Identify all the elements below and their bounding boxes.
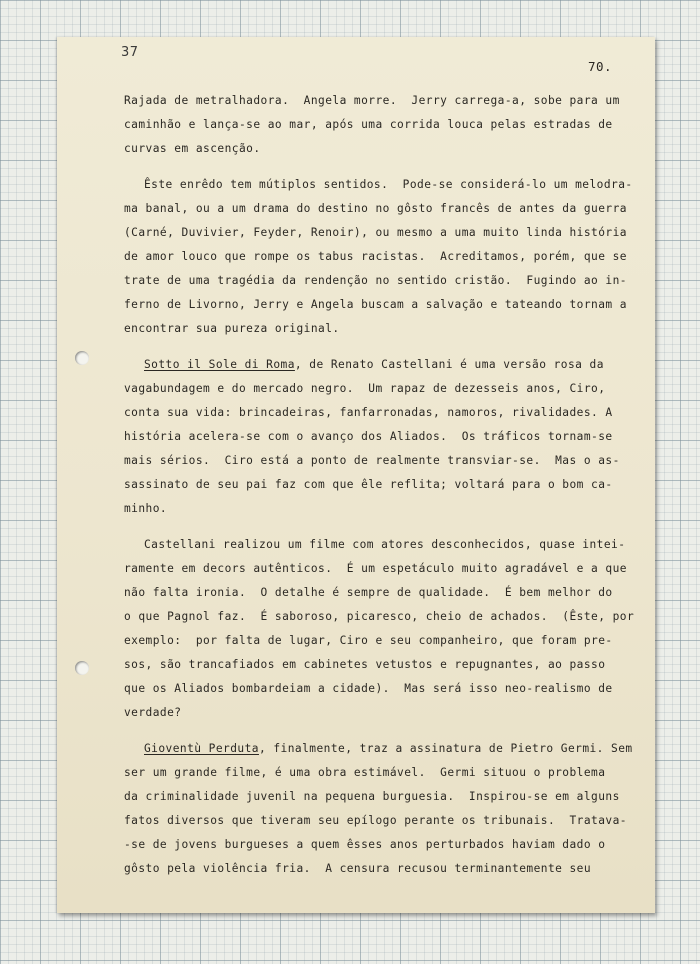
text-line: curvas em ascenção.: [124, 142, 261, 155]
text-fragment: , finalmente, traz a assinatura de Pietro Germi. Sem: [258, 742, 633, 755]
text-line: sos, são trancafiados em cabinetes vetustos e repugnantes, ao passo: [124, 658, 606, 671]
text-line: mais sérios. Ciro está a ponto de realmente transviar-se. Mas o as-: [124, 454, 620, 467]
text-line: -se de jovens burgueses a quem êsses anos perturbados haviam dado o: [124, 838, 606, 851]
text-line: da criminalidade juvenil na pequena burguesia. Inspirou-se em alguns: [124, 790, 620, 803]
punch-hole: [75, 661, 89, 675]
text-line: gôsto pela violência fria. A censura recusou terminantemente seu: [124, 862, 592, 875]
text-line: ser um grande filme, é uma obra estimável. Germi situou o problema: [124, 766, 606, 779]
text-line: o que Pagnol faz. É saboroso, picaresco, cheio de achados. (Êste, por: [124, 610, 635, 623]
text-line: verdade?: [124, 706, 182, 719]
text-line: que os Aliados bombardeiam a cidade). Mas será isso neo-realismo de: [124, 682, 613, 695]
text-line: minho.: [124, 502, 168, 515]
text-line: Castellani realizou um filme com atores desconhecidos, quase intei-: [144, 538, 626, 551]
text-line: (Carné, Duvivier, Feyder, Renoir), ou mesmo a uma muito linda história: [124, 226, 627, 239]
page-number: 70.: [588, 59, 613, 74]
text-line: ferno de Livorno, Jerry e Angela buscam a salvação e tateando tornam a: [124, 298, 627, 311]
typewritten-page: [57, 37, 655, 913]
text-line: ma banal, ou a um drama do destino no gôsto francês de antes da guerra: [124, 202, 627, 215]
text-line: Êste enrêdo tem mútiplos sentidos. Pode-se considerá-lo um melodra-: [144, 178, 633, 191]
text-line: encontrar sua pureza original.: [124, 322, 340, 335]
text-line: não falta ironia. O detalhe é sempre de qualidade. É bem melhor do: [124, 586, 613, 599]
text-line: [144, 357, 604, 373]
punch-hole: [75, 351, 89, 365]
text-line: de amor louco que rompe os tabus racistas. Acreditamos, porém, que se: [124, 250, 627, 263]
text-fragment: , de Renato Castellani é uma versão rosa da: [294, 358, 604, 371]
handwritten-folio-number: 37: [121, 45, 139, 60]
film-title: Sotto il Sole di Roma: [144, 358, 295, 371]
text-line: fatos diversos que tiveram seu epílogo perante os tribunais. Tratava-: [124, 814, 627, 827]
text-line: história acelera-se com o avanço dos Aliados. Os tráficos tornam-se: [124, 430, 613, 443]
text-line: vagabundagem e do mercado negro. Um rapaz de dezesseis anos, Ciro,: [124, 382, 606, 395]
film-title: Gioventù Perduta: [144, 742, 259, 755]
text-line: sassinato de seu pai faz com que êle reflita; voltará para o bom ca-: [124, 478, 613, 491]
text-line: [144, 741, 633, 757]
text-line: caminhão e lança-se ao mar, após uma corrida louca pelas estradas de: [124, 118, 613, 131]
text-line: exemplo: por falta de lugar, Ciro e seu companheiro, que foram pre-: [124, 634, 613, 647]
text-line: conta sua vida: brincadeiras, fanfarronadas, namoros, rivalidades. A: [124, 406, 613, 419]
text-line: ramente em decors autênticos. É um espetáculo muito agradável e a que: [124, 562, 627, 575]
text-line: trate de uma tragédia da rendenção no sentido cristão. Fugindo ao in-: [124, 274, 627, 287]
text-line: Rajada de metralhadora. Angela morre. Jerry carrega-a, sobe para um: [124, 94, 620, 107]
